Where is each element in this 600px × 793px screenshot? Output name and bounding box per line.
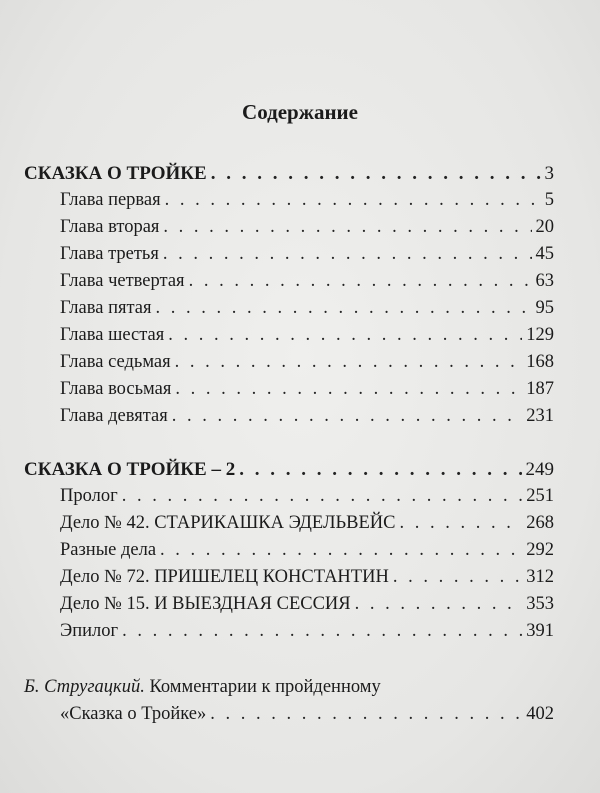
leader-dots [393, 564, 522, 591]
toc-page-number: 95 [535, 298, 554, 318]
toc-entry-label: Глава восьмая [60, 379, 172, 399]
leader-dots [189, 268, 532, 295]
leader-dots [239, 456, 521, 483]
leader-dots [156, 295, 532, 322]
toc-page-number: 168 [526, 352, 554, 372]
toc-page-number: 353 [526, 594, 554, 614]
leader-dots [175, 349, 523, 376]
toc-entry [24, 187, 554, 214]
toc-entry [24, 349, 554, 376]
toc-entry [24, 376, 554, 403]
toc-page-number: 251 [526, 486, 554, 506]
toc-page-number: 187 [526, 379, 554, 399]
toc-page-number: 402 [526, 704, 554, 724]
toc-entry [24, 510, 554, 537]
toc-entry-label: Глава третья [60, 244, 159, 264]
toc-commentary [24, 674, 554, 728]
toc-entry-label: Глава пятая [60, 298, 152, 318]
toc-entry [24, 537, 554, 564]
leader-dots [160, 537, 522, 564]
toc-page-number: 63 [535, 271, 554, 291]
toc-entry [24, 403, 554, 430]
leader-dots [165, 187, 541, 214]
commentary-line-1 [24, 674, 554, 701]
page-title: Содержание [242, 100, 358, 124]
toc-page-number: 129 [526, 325, 554, 345]
toc-entry [24, 214, 554, 241]
toc-entry [24, 618, 554, 645]
toc-entry-label: Пролог [60, 486, 118, 506]
toc-part-2 [24, 456, 554, 645]
toc-entry [24, 241, 554, 268]
toc-entry-label: Глава шестая [60, 325, 165, 345]
commentary-line-2 [24, 701, 554, 728]
toc-entry [24, 268, 554, 295]
toc-entry [24, 591, 554, 618]
leader-dots [355, 591, 523, 618]
leader-dots [163, 241, 532, 268]
leader-dots [399, 510, 522, 537]
toc-entry-label: Дело № 15. И ВЫЕЗДНАЯ СЕССИЯ [60, 594, 351, 614]
commentary-title-part-2: «Сказка о Тройке» [60, 704, 207, 724]
leader-dots [168, 322, 522, 349]
commentary-title-part-1: Комментарии к пройденному [149, 677, 381, 697]
toc-part-heading [24, 160, 554, 187]
toc-page-number: 292 [526, 540, 554, 560]
leader-dots [163, 214, 531, 241]
leader-dots [210, 701, 522, 728]
toc-entry-label: Дело № 42. СТАРИКАШКА ЭДЕЛЬВЕЙС [60, 513, 396, 533]
toc-part-heading [24, 456, 554, 483]
toc-entry [24, 483, 554, 510]
toc-part-label: СКАЗКА О ТРОЙКЕ – 2 [24, 459, 236, 480]
toc-entry-label: Эпилог [60, 621, 119, 641]
toc-entry-label: Глава четвертая [60, 271, 185, 291]
toc-page-number: 20 [535, 217, 554, 237]
toc-entry-label: Разные дела [60, 540, 157, 560]
leader-dots [211, 160, 541, 187]
toc-entry [24, 322, 554, 349]
toc-entry-label: Глава седьмая [60, 352, 171, 372]
toc-entry [24, 564, 554, 591]
toc-page-number: 312 [526, 567, 554, 587]
leader-dots [172, 403, 523, 430]
toc-entry-label: Глава вторая [60, 217, 160, 237]
toc-entry-label: Глава первая [60, 190, 161, 210]
toc-entry-label: Глава девятая [60, 406, 168, 426]
toc-page-number: 45 [535, 244, 554, 264]
toc-entry [24, 295, 554, 322]
toc-page-number: 391 [526, 621, 554, 641]
toc-entry-label: Дело № 72. ПРИШЕЛЕЦ КОНСТАНТИН [60, 567, 389, 587]
leader-dots [122, 483, 523, 510]
commentary-author: Б. Стругацкий. [24, 677, 145, 697]
toc-part-label: СКАЗКА О ТРОЙКЕ [24, 163, 207, 184]
toc-part-1 [24, 160, 554, 430]
toc-page-number: 249 [525, 459, 554, 480]
toc-page-number: 3 [544, 163, 554, 184]
leader-dots [175, 376, 522, 403]
toc-page-number: 231 [526, 406, 554, 426]
leader-dots [122, 618, 522, 645]
toc-page-number: 5 [544, 190, 554, 210]
toc-page-number: 268 [526, 513, 554, 533]
